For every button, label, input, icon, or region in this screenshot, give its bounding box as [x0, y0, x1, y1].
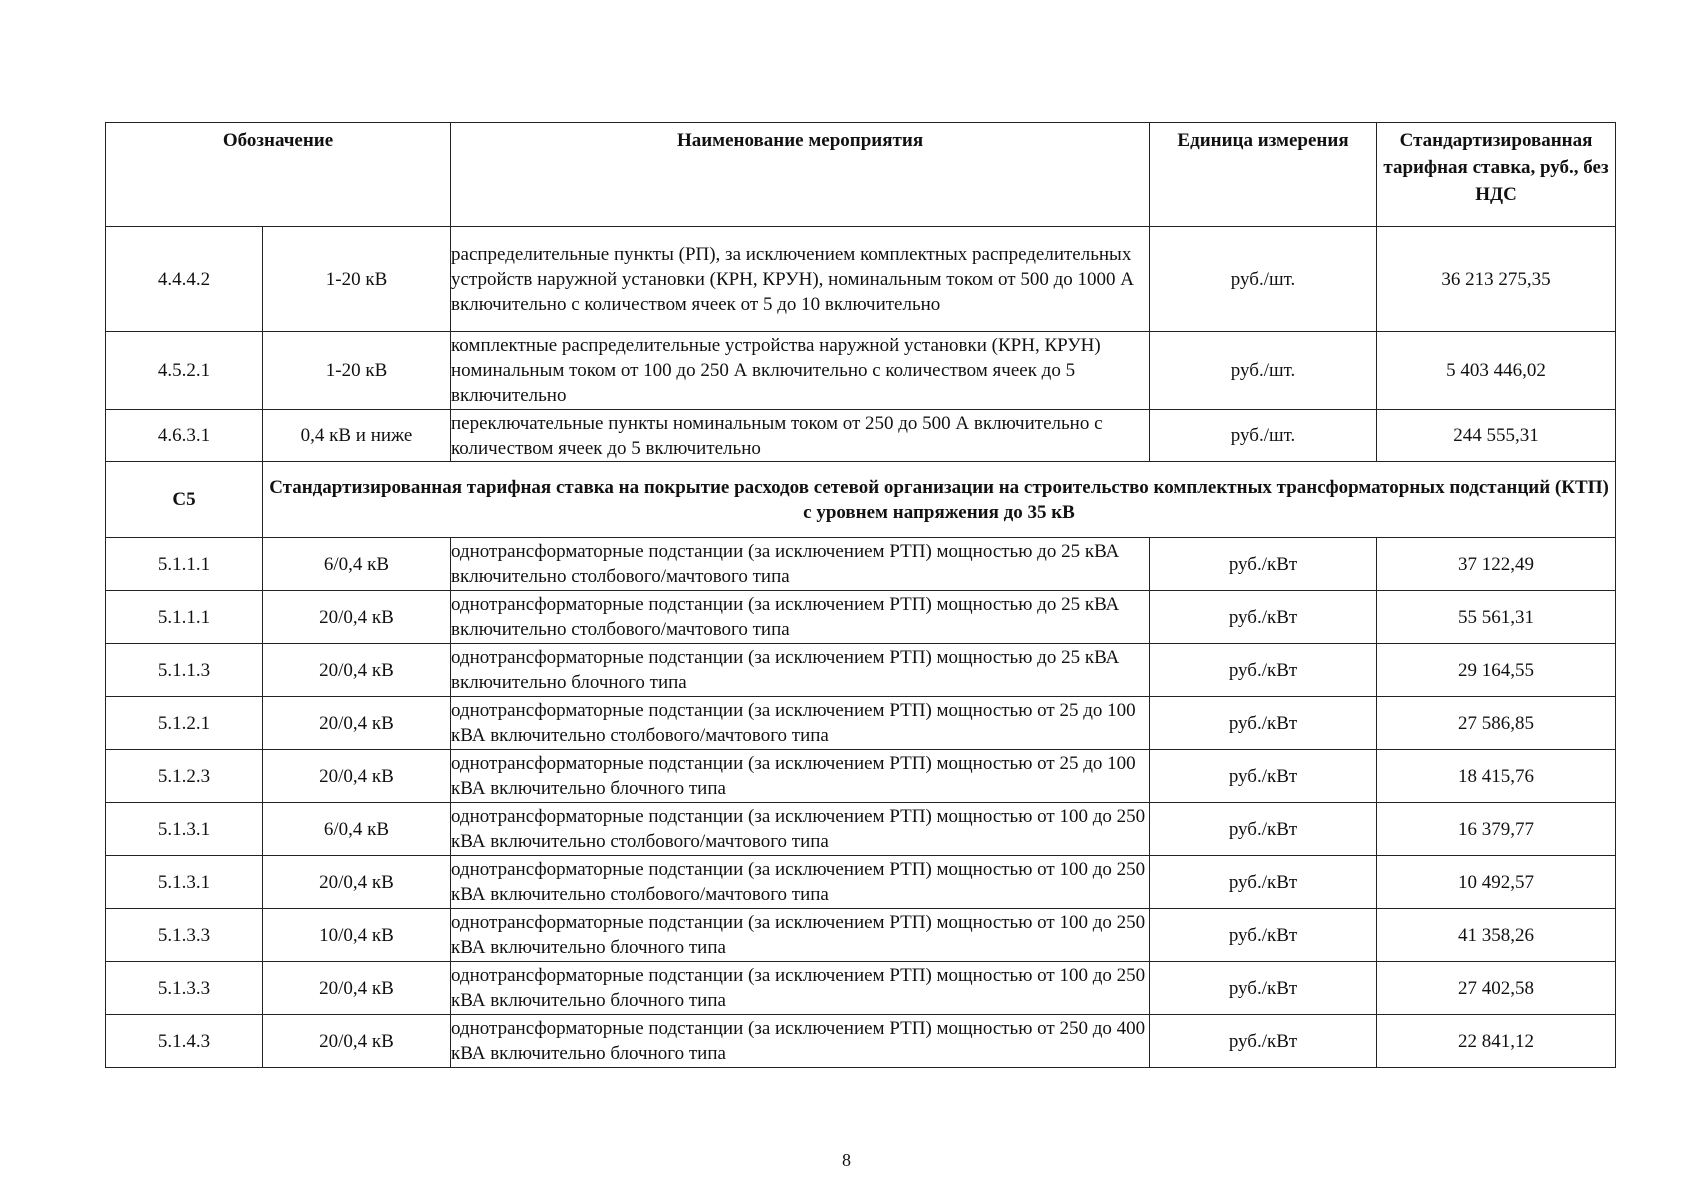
table-row — [106, 1015, 1616, 1068]
row-name: однотрансформаторные подстанции (за исключением РТП) мощностью от 100 до 250 кВА включительно блочного типа — [451, 909, 1150, 962]
table-row — [106, 591, 1616, 644]
row-name: переключательные пункты номинальным током от 250 до 500 А включительно с количеством ячеек до 5 включительно — [451, 410, 1150, 462]
row-name: однотрансформаторные подстанции (за исключением РТП) мощностью от 100 до 250 кВА включительно столбового/мачтового типа — [451, 803, 1150, 856]
table-header-row — [106, 123, 1616, 227]
header-unit: Единица измерения — [1150, 123, 1377, 227]
row-code: 4.5.2.1 — [106, 332, 263, 410]
row-code: 5.1.1.3 — [106, 644, 263, 697]
row-voltage: 20/0,4 кВ — [263, 644, 451, 697]
row-rate: 55 561,31 — [1377, 591, 1616, 644]
row-voltage: 6/0,4 кВ — [263, 803, 451, 856]
tariff-table — [105, 122, 1616, 1068]
row-name: однотрансформаторные подстанции (за исключением РТП) мощностью от 25 до 100 кВА включительно столбового/мачтового типа — [451, 697, 1150, 750]
row-voltage: 6/0,4 кВ — [263, 538, 451, 591]
row-unit: руб./кВт — [1150, 697, 1377, 750]
row-code: 5.1.2.3 — [106, 750, 263, 803]
row-rate: 27 402,58 — [1377, 962, 1616, 1015]
row-voltage: 1-20 кВ — [263, 332, 451, 410]
row-code: 5.1.3.3 — [106, 909, 263, 962]
row-name: однотрансформаторные подстанции (за исключением РТП) мощностью до 25 кВА включительно столбового/мачтового типа — [451, 591, 1150, 644]
row-name: комплектные распределительные устройства наружной установки (КРН, КРУН) номинальным током от 100 до 250 А включительно с количеством ячеек до 5 включительно — [451, 332, 1150, 410]
table-row — [106, 644, 1616, 697]
row-rate: 244 555,31 — [1377, 410, 1616, 462]
row-name: однотрансформаторные подстанции (за исключением РТП) мощностью от 100 до 250 кВА включительно блочного типа — [451, 962, 1150, 1015]
row-unit: руб./кВт — [1150, 856, 1377, 909]
row-rate: 37 122,49 — [1377, 538, 1616, 591]
table-row — [106, 962, 1616, 1015]
row-name: однотрансформаторные подстанции (за исключением РТП) мощностью до 25 кВА включительно блочного типа — [451, 644, 1150, 697]
row-code: 5.1.3.1 — [106, 856, 263, 909]
row-unit: руб./кВт — [1150, 750, 1377, 803]
row-rate: 16 379,77 — [1377, 803, 1616, 856]
row-code: 5.1.4.3 — [106, 1015, 263, 1068]
row-unit: руб./кВт — [1150, 803, 1377, 856]
header-designation: Обозначение — [106, 123, 451, 227]
row-unit: руб./кВт — [1150, 1015, 1377, 1068]
row-voltage: 20/0,4 кВ — [263, 750, 451, 803]
row-name: однотрансформаторные подстанции (за исключением РТП) мощностью от 25 до 100 кВА включительно блочного типа — [451, 750, 1150, 803]
header-name: Наименование мероприятия — [451, 123, 1150, 227]
row-rate: 18 415,76 — [1377, 750, 1616, 803]
section-code: С5 — [106, 462, 263, 538]
table-row — [106, 227, 1616, 332]
row-rate: 29 164,55 — [1377, 644, 1616, 697]
row-unit: руб./кВт — [1150, 644, 1377, 697]
row-voltage: 20/0,4 кВ — [263, 591, 451, 644]
row-voltage: 10/0,4 кВ — [263, 909, 451, 962]
table-row — [106, 803, 1616, 856]
row-rate: 36 213 275,35 — [1377, 227, 1616, 332]
header-rate: Стандартизированная тарифная ставка, руб., без НДС — [1377, 123, 1616, 227]
row-rate: 27 586,85 — [1377, 697, 1616, 750]
row-unit: руб./кВт — [1150, 909, 1377, 962]
row-unit: руб./кВт — [1150, 538, 1377, 591]
row-name: распределительные пункты (РП), за исключением комплектных распределительных устройств наружной установки (КРН, КРУН), номинальным током от 500 до 1000 А включительно с количеством ячеек от 5 до 10 включительно — [451, 227, 1150, 332]
row-name: однотрансформаторные подстанции (за исключением РТП) мощностью от 250 до 400 кВА включительно блочного типа — [451, 1015, 1150, 1068]
section-row — [106, 462, 1616, 538]
row-voltage: 0,4 кВ и ниже — [263, 410, 451, 462]
table-row — [106, 856, 1616, 909]
row-unit: руб./шт. — [1150, 227, 1377, 332]
row-rate: 22 841,12 — [1377, 1015, 1616, 1068]
row-code: 4.4.4.2 — [106, 227, 263, 332]
row-code: 5.1.2.1 — [106, 697, 263, 750]
tariff-document — [105, 122, 1615, 1068]
row-code: 5.1.3.3 — [106, 962, 263, 1015]
row-code: 4.6.3.1 — [106, 410, 263, 462]
row-voltage: 20/0,4 кВ — [263, 697, 451, 750]
row-code: 5.1.1.1 — [106, 591, 263, 644]
row-unit: руб./кВт — [1150, 962, 1377, 1015]
row-code: 5.1.3.1 — [106, 803, 263, 856]
row-voltage: 20/0,4 кВ — [263, 1015, 451, 1068]
section-title: Стандартизированная тарифная ставка на покрытие расходов сетевой организации на строительство комплектных трансформаторных подстанций (КТП) с уровнем напряжения до 35 кВ — [263, 462, 1616, 538]
table-row — [106, 750, 1616, 803]
table-row — [106, 410, 1616, 462]
row-unit: руб./шт. — [1150, 332, 1377, 410]
row-name: однотрансформаторные подстанции (за исключением РТП) мощностью до 25 кВА включительно столбового/мачтового типа — [451, 538, 1150, 591]
row-unit: руб./кВт — [1150, 591, 1377, 644]
row-rate: 5 403 446,02 — [1377, 332, 1616, 410]
table-row — [106, 697, 1616, 750]
table-row — [106, 538, 1616, 591]
row-voltage: 1-20 кВ — [263, 227, 451, 332]
row-rate: 10 492,57 — [1377, 856, 1616, 909]
row-rate: 41 358,26 — [1377, 909, 1616, 962]
table-row — [106, 332, 1616, 410]
row-voltage: 20/0,4 кВ — [263, 962, 451, 1015]
table-row — [106, 909, 1616, 962]
row-unit: руб./шт. — [1150, 410, 1377, 462]
page-number: 8 — [842, 1150, 851, 1170]
row-name: однотрансформаторные подстанции (за исключением РТП) мощностью от 100 до 250 кВА включительно столбового/мачтового типа — [451, 856, 1150, 909]
row-code: 5.1.1.1 — [106, 538, 263, 591]
row-voltage: 20/0,4 кВ — [263, 856, 451, 909]
